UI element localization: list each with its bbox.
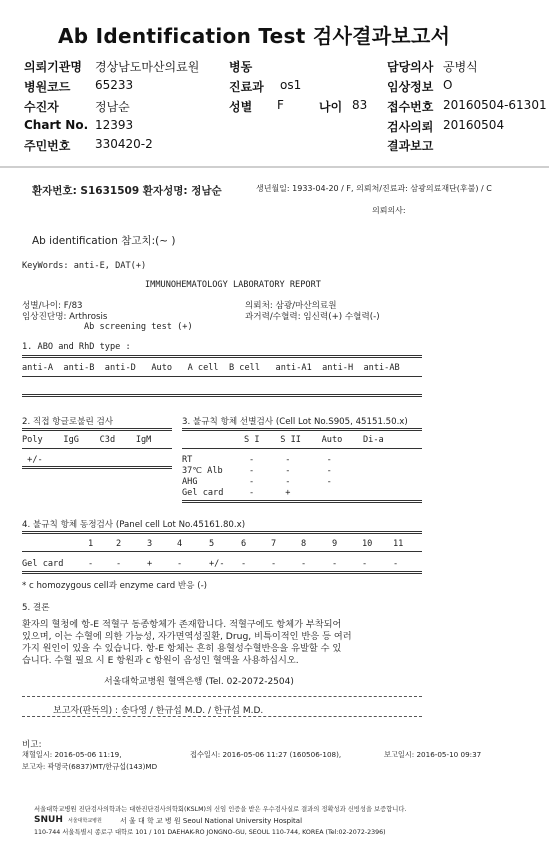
s1-rule-top (22, 355, 422, 358)
s4-value-cell: - (116, 559, 122, 569)
s4-header-cell: 4 (177, 539, 183, 549)
s3-row-name: AHG (182, 477, 198, 487)
s2-rule-top (22, 428, 172, 431)
collected-time: 채혈일시: 2016-05-06 11:19, (22, 750, 122, 759)
s4-row-label: Gel card (22, 559, 64, 569)
s2-headers: Poly IgG C3d IgM (22, 435, 152, 445)
s2-rule-bottom (22, 466, 172, 469)
s3-row-values: - - - (249, 466, 332, 476)
s2-rule-mid (22, 448, 172, 449)
s3-rule-top (182, 428, 422, 431)
s4-header-cell: 9 (332, 539, 338, 549)
ref-title: Ab identification 참고치:(~ ) (32, 235, 176, 247)
s3-rule-bottom (182, 500, 422, 503)
requester: 의뢰처: 삼광/마산의료원 (245, 301, 337, 311)
patient-line: 환자번호: S1631509 환자성명: 정남순 (32, 185, 222, 197)
s4-header-cell: 8 (301, 539, 307, 549)
reporters: 보고자: 곽명국(6837)MT/한규섭(143)MD (22, 762, 158, 771)
reporter: 보고자(판독의) : 송다영 / 한규섭 M.D. / 한규섭 M.D. (53, 706, 264, 716)
age-label: 나이 (319, 100, 343, 114)
certification: 서울대학교병원 진단검사의학과는 대한진단검사의학회(KSLM)의 신임 인증을 받은 우수검사실로 결과의 정확성과 신빙성을 보증합니다. (34, 806, 407, 813)
hospital-address: 110-744 서울특별시 종로구 대학로 101 / 101 DAEHAK-RO JONGNO-GU, SEOUL 110-744, KOREA (Tel:02-2072-2396) (34, 829, 386, 836)
clinical-info-label: 임상정보 (387, 80, 434, 94)
history: 과거력/수혈력: 임신력(+) 수혈력(-) (245, 312, 380, 322)
bank-rule (22, 696, 422, 697)
conclusion-line: 습니다. 수혈 필요 시 E 항원과 c 항원이 음성인 혈액을 사용하십시오. (22, 655, 299, 666)
s4-value-cell: - (271, 559, 277, 569)
s3-row-values: - - - (249, 477, 332, 487)
s4-rule-mid (22, 551, 422, 552)
s3-row-name: RT (182, 455, 193, 465)
report-label: 결과보고 (387, 139, 434, 153)
doctor-label: 담당의사 (387, 60, 434, 74)
diagnosis: 임상진단명: Arthrosis (22, 312, 108, 322)
s5-title: 5. 결론 (22, 603, 50, 613)
receipt-no-label: 접수번호 (387, 100, 434, 114)
s4-value-cell: - (177, 559, 183, 569)
header-separator (0, 166, 549, 168)
conclusion-line: 환자의 혈청에 항-E 적혈구 동종항체가 존재합니다. 적혈구에도 항체가 부착되어 (22, 619, 342, 630)
sex-age: 성별/나이: F/83 (22, 301, 83, 311)
conclusion-line: 가지 원인이 있을 수 있습니다. 항-E 항체는 흔히 용혈성수혈반응을 유발할 수 있 (22, 643, 342, 654)
s4-header-cell: 7 (271, 539, 277, 549)
age: 83 (352, 98, 368, 112)
s4-header-cell: 5 (209, 539, 215, 549)
ward-label: 병동 (229, 60, 253, 74)
requester-org: 경상남도마산의료원 (95, 60, 200, 74)
conclusion-line: 있으며, 이는 수혈에 의한 가능성, 자가면역성질환, Drug, 비특이적인 반응 등 여러 (22, 631, 352, 642)
doctor: 공병식 (443, 60, 478, 74)
report-title: Ab Identification Test 검사결과보고서 (58, 24, 451, 48)
patient-meta: 생년월일: 1933-04-20 / F, 의뢰처/진료과: 삼광의료재단(후불) / C (256, 184, 492, 193)
s4-header-cell: 3 (147, 539, 153, 549)
note-label: 비고: (22, 740, 42, 750)
keywords: KeyWords: anti-E, DAT(+) (22, 261, 147, 271)
s4-value-cell: - (301, 559, 307, 569)
s4-value-cell: - (393, 559, 399, 569)
s4-value-cell: + (147, 559, 153, 569)
sex-label: 성별 (229, 100, 253, 114)
s4-value-cell: - (362, 559, 368, 569)
s4-rule-top (22, 531, 422, 534)
s3-row-name: 37℃ Alb (182, 466, 223, 476)
s1-headers: anti-A anti-B anti-D Auto A cell B cell anti-A1 anti-H anti-AB (22, 363, 400, 373)
clinical-info: O (443, 78, 453, 92)
requester-org-label: 의뢰기관명 (24, 60, 82, 74)
chart-no: 12393 (95, 118, 134, 132)
hospital-name: 서 울 대 학 교 병 원 Seoul National University Hospital (120, 817, 303, 825)
s4-title: 4. 불규칙 항체 동정검사 (Panel cell Lot No.45161.80.x) (22, 520, 246, 530)
s4-header-cell: 10 (362, 539, 373, 549)
s4-header-cell: 2 (116, 539, 122, 549)
s2-title: 2. 직접 항글로불린 검사 (22, 417, 114, 427)
department: os1 (280, 78, 302, 92)
s2-values: +/- (22, 455, 43, 465)
request-date-label: 검사의뢰 (387, 120, 434, 134)
s3-title: 3. 불규칙 항체 선별검사 (Cell Lot No.S905, 45151.50.x) (182, 417, 408, 427)
patient-label: 수진자 (24, 100, 59, 114)
s1-rule-mid (22, 376, 422, 377)
s4-header-cell: 6 (241, 539, 247, 549)
lab-title: IMMUNOHEMATOLOGY LABORATORY REPORT (145, 280, 321, 290)
s4-value-cell: +/- (209, 559, 225, 569)
request-date: 20160504 (443, 118, 505, 132)
receipt-no: 20160504-61301 (443, 98, 547, 112)
hospital-code-label: 병원코드 (24, 80, 71, 94)
s4-rule-bottom (22, 571, 422, 574)
blood-bank: 서울대학교병원 혈액은행 (Tel. 02-2072-2504) (104, 677, 294, 687)
s4-header-cell: 11 (393, 539, 404, 549)
resident-no-label: 주민번호 (24, 139, 71, 153)
sex: F (277, 98, 284, 112)
reporter-rule (22, 716, 422, 717)
scanned-report (8, 172, 549, 858)
s3-row-name: Gel card (182, 488, 224, 498)
snuh-logo-sub: 서울대학교병원 (68, 818, 102, 824)
s1-title: 1. ABO and RhD type : (22, 342, 131, 352)
s3-row-values: - - - (249, 455, 332, 465)
s3-row-values: - + (249, 488, 291, 498)
resident-no: 330420-2 (95, 137, 153, 151)
header-info (0, 58, 549, 158)
received-time: 접수일시: 2016-05-06 11:27 (160506-108), (190, 750, 342, 759)
screen-result: Ab screening test (+) (84, 322, 193, 332)
s4-value-cell: - (88, 559, 94, 569)
s4-value-cell: - (241, 559, 247, 569)
hospital-code: 65233 (95, 78, 134, 92)
s4-header-cell: 1 (88, 539, 94, 549)
s4-value-cell: - (332, 559, 338, 569)
department-label: 진료과 (229, 80, 264, 94)
snuh-logo: SNUH (34, 815, 63, 825)
doctor-line: 의뢰의사: (372, 206, 406, 215)
s3-rule-mid (182, 448, 422, 449)
reported-time: 보고일시: 2016-05-10 09:37 (384, 750, 482, 759)
s4-note: * c homozygous cell과 enzyme card 반응 (-) (22, 581, 208, 591)
s3-headers: S I S II Auto Di-a (244, 435, 384, 445)
s1-rule-bottom (22, 394, 422, 397)
patient: 정남순 (95, 100, 130, 114)
chart-label: Chart No. (24, 118, 89, 132)
